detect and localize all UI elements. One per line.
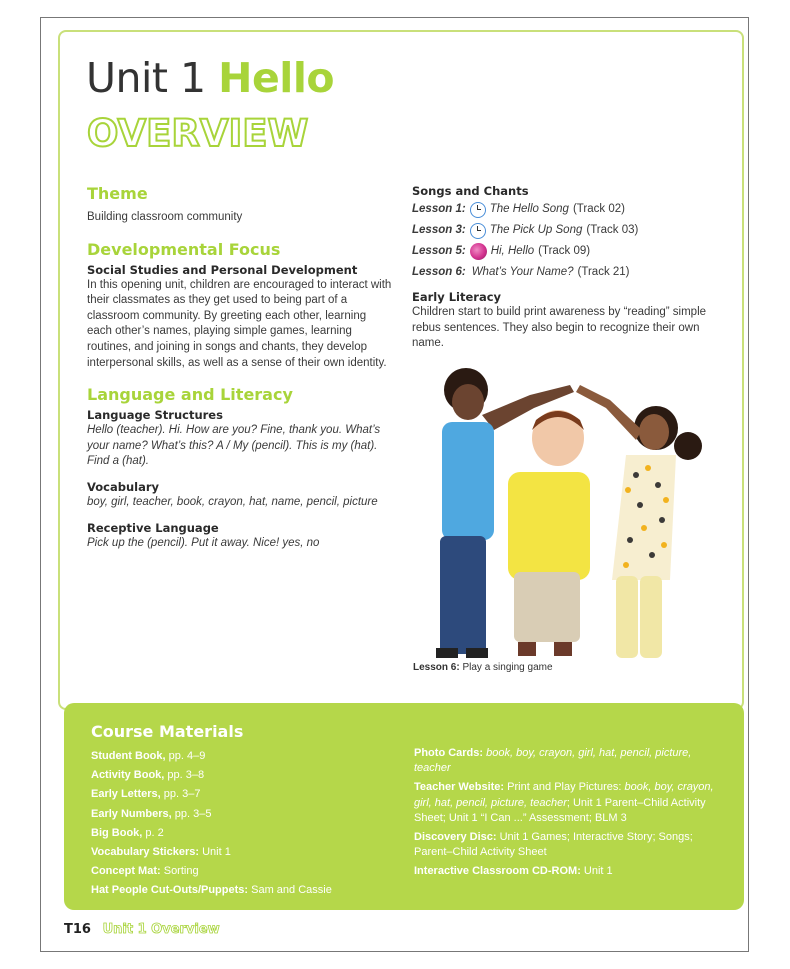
- photo-caption: [413, 662, 553, 673]
- literacy-heading: Early Literacy: [412, 290, 502, 304]
- lesson-title: Hi, Hello: [490, 245, 535, 257]
- course-materials-panel: [64, 703, 744, 910]
- materials-heading: Course Materials: [91, 722, 244, 741]
- list-item: [414, 864, 724, 879]
- page-number: T16: [64, 922, 91, 937]
- list-item: [91, 766, 391, 785]
- list-item: [414, 780, 724, 826]
- lesson-row: [412, 241, 724, 262]
- item-bold: Activity Book,: [91, 769, 165, 782]
- item-text: pp. 3–8: [164, 769, 205, 782]
- vocabulary-text: boy, girl, teacher, book, crayon, hat, name, pencil, picture: [87, 495, 378, 508]
- theme-text: Building classroom community: [87, 211, 243, 223]
- lesson-track: (Track 21): [577, 266, 630, 278]
- item-bold: Interactive Classroom CD-ROM:: [414, 865, 581, 878]
- item-text: p. 2: [142, 826, 164, 839]
- item-text: Sorting: [160, 865, 199, 878]
- item-bold: Teacher Website:: [414, 781, 505, 794]
- item-bold: Photo Cards:: [414, 747, 484, 759]
- item-text: pp. 4–9: [165, 750, 206, 762]
- children-photo: [430, 360, 715, 660]
- clock-icon: [470, 202, 486, 218]
- caption-text: Play a singing game: [462, 662, 553, 673]
- lesson-title: The Hello Song: [489, 203, 569, 215]
- item-bold: Early Letters,: [91, 788, 161, 801]
- list-item: [91, 824, 391, 843]
- clock-icon: [470, 223, 486, 239]
- item-italic: book, boy, crayon, girl, hat, pencil, picture, teacher: [414, 781, 714, 809]
- item-bold: Early Numbers,: [91, 807, 172, 820]
- lesson-list: [412, 199, 724, 283]
- lesson-title: The Pick Up Song: [489, 224, 583, 236]
- list-item: [414, 746, 724, 776]
- item-text: book, boy, crayon, girl, hat, pencil, picture, teacher: [414, 747, 692, 775]
- lesson-label: Lesson 5:: [412, 245, 466, 257]
- left-column: [87, 184, 392, 551]
- structures-text: Hello (teacher). Hi. How are you? Fine, thank you. What’s your name? What’s this? A / My (pencil). This is my (hat). Find a (hat).: [87, 424, 381, 468]
- list-item: [91, 881, 391, 900]
- songs-heading: Songs and Chants: [412, 184, 529, 198]
- list-item: [91, 747, 391, 766]
- lesson-title: What’s Your Name?: [471, 266, 574, 278]
- lesson-label: Lesson 1:: [412, 203, 466, 215]
- page-footer: [64, 921, 220, 937]
- structures-heading: Language Structures: [87, 408, 223, 423]
- item-bold: Big Book,: [91, 826, 143, 839]
- item-text: ; Unit 1 Parent–Child Activity Sheet; Unit 1 “I Can ...” Assessment; BLM 3: [414, 796, 706, 824]
- list-item: [91, 785, 391, 804]
- footer-label: Unit 1 Overview: [102, 922, 220, 937]
- unit-name: Hello: [218, 54, 335, 102]
- right-column: [412, 183, 724, 352]
- item-text: Unit 1: [580, 865, 613, 878]
- item-text: pp. 3–7: [160, 788, 201, 801]
- item-bold: Discovery Disc:: [414, 831, 497, 844]
- lesson-row: [412, 199, 724, 220]
- list-item: [91, 843, 391, 862]
- item-text: Sam and Cassie: [248, 884, 332, 897]
- materials-right-list: [414, 746, 724, 884]
- list-item: [414, 830, 724, 860]
- developmental-subheading: Social Studies and Personal Development: [87, 262, 358, 277]
- developmental-text: In this opening unit, children are encouraged to interact with their classmates as they get used to being part of a classroom community. By greeting each other, learning each other’s names, playing simple games, learning routines, and joining in songs and chants, they develop interpersonal skills, as well as a sense of their own identity.: [87, 278, 392, 369]
- literacy-text: Children start to build print awareness by “reading” simple rebus sentences. They also begin to recognize their own name.: [412, 306, 707, 350]
- item-text: Unit 1: [199, 846, 231, 859]
- theme-heading: Theme: [87, 184, 148, 203]
- section-heading: OVERVIEW: [87, 112, 309, 155]
- language-heading: Language and Literacy: [87, 385, 293, 405]
- item-bold: Hat People Cut-Outs/Puppets:: [91, 884, 249, 897]
- receptive-heading: Receptive Language: [87, 520, 219, 535]
- item-bold: Concept Mat:: [91, 865, 161, 878]
- item-bold: Student Book,: [91, 750, 166, 762]
- item-bold: Vocabulary Stickers:: [91, 846, 200, 859]
- disc-icon: [470, 243, 487, 260]
- lesson-label: Lesson 3:: [412, 224, 466, 236]
- list-item: [91, 862, 391, 881]
- page-title: [86, 52, 334, 104]
- lesson-row: [412, 220, 724, 241]
- item-text: Unit 1 Games; Interactive Story; Songs; Parent–Child Activity Sheet: [414, 831, 693, 859]
- lesson-label: Lesson 6:: [412, 266, 466, 278]
- item-text: pp. 3–5: [171, 807, 212, 820]
- developmental-heading: Developmental Focus: [87, 239, 281, 259]
- item-text: Print and Play Pictures:: [504, 781, 625, 794]
- receptive-text: Pick up the (pencil). Put it away. Nice! yes, no: [87, 536, 320, 549]
- vocabulary-heading: Vocabulary: [87, 479, 160, 494]
- lesson-row: [412, 262, 724, 283]
- caption-label: Lesson 6:: [413, 662, 460, 673]
- lesson-track: (Track 09): [538, 245, 591, 257]
- unit-label: Unit 1: [86, 54, 206, 102]
- list-item: [91, 805, 391, 824]
- materials-left-list: [91, 747, 391, 901]
- lesson-track: (Track 03): [586, 224, 639, 236]
- lesson-track: (Track 02): [572, 203, 625, 215]
